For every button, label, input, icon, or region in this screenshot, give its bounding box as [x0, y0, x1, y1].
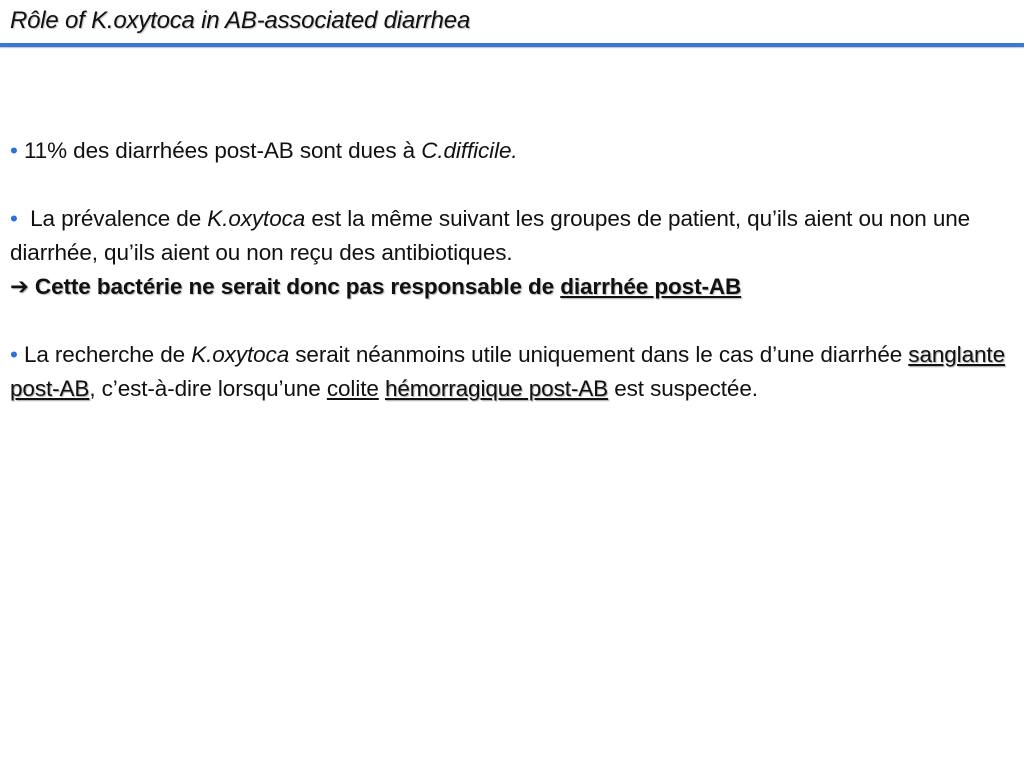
title-divider [0, 43, 1024, 47]
p2-text-after: est la même suivant les groupes de patient, qu’ils aient ou non une diarrhée, qu’ils aient ou non reçu des antibiotiques. [10, 206, 971, 265]
p4-underlined-sanglante: sanglante [908, 342, 1005, 367]
bullet-icon: • [10, 342, 18, 367]
p4-underlined-hemorragique: hémorragique post-AB [384, 376, 609, 401]
p1-text: 11% des diarrhées post-AB sont dues à [23, 138, 422, 163]
bullet-icon: • [10, 138, 18, 163]
spacer [10, 304, 1022, 338]
bullet-icon: • [10, 206, 18, 231]
p3-underlined: diarrhée post-AB [560, 274, 742, 299]
slide-content [10, 134, 1022, 406]
p3-text: Cette bactérie ne serait donc pas responsable de [34, 274, 561, 299]
p4-text-mid2: , c’est-à-dire lorsqu’une [89, 376, 327, 401]
paragraph-conclusion [10, 270, 1022, 304]
p4-underlined-colite: colite [326, 376, 379, 401]
p1-italic: C.difficile. [421, 138, 518, 163]
p2-italic: K.oxytoca [207, 206, 306, 231]
slide-title: Rôle of K.oxytoca in AB-associated diarrhea [10, 7, 471, 34]
p4-text-end: est suspectée. [608, 376, 758, 401]
spacer [10, 168, 1022, 202]
paragraph-cdifficile [10, 134, 1022, 168]
p2-text-before: La prévalence de [30, 206, 208, 231]
p4-text-mid: serait néanmoins utile uniquement dans le cas d’une diarrhée [289, 342, 909, 367]
arrow-right-icon: ➔ [10, 274, 29, 299]
p4-text-before: La recherche de [23, 342, 192, 367]
p4-italic: K.oxytoca [191, 342, 290, 367]
paragraph-prevalence [10, 202, 1022, 270]
p4-underlined-postab: post-AB [10, 376, 90, 401]
paragraph-recherche [10, 338, 1022, 406]
